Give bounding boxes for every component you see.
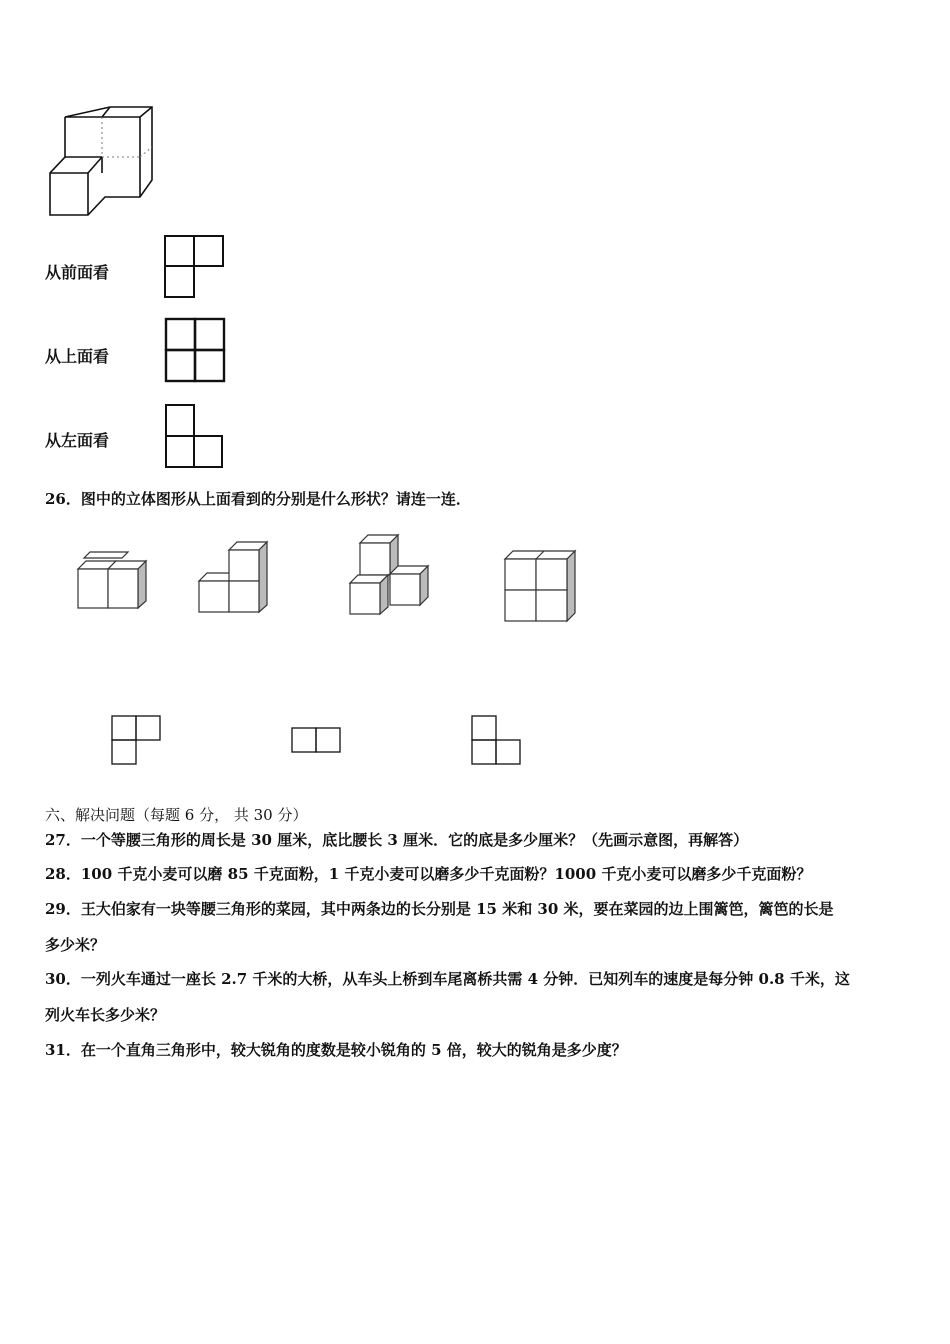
section-6-heading: 六、解决问题（每题 6 分， 共 30 分）: [45, 806, 308, 824]
question-26: 26．图中的立体图形从上面看到的分别是什么形状？请连一连．: [45, 490, 471, 508]
left-view-shape: [164, 403, 226, 471]
view-label-front: 从前面看: [45, 263, 110, 282]
cube-figure-d: [503, 547, 583, 625]
question-30-line-1: 30．一列火车通过一座长 2.7 千米的大桥，从车头上桥到车尾离桥共需 4 分钟．已知列车的速度是每分钟 0.8 千米，这: [45, 970, 850, 988]
top-view-option-1: [111, 715, 165, 767]
cube-figure-c: [348, 533, 438, 618]
question-29-line-2: 多少米？: [45, 936, 106, 954]
front-view-shape: [163, 234, 225, 300]
solid-figure-sketch: [40, 95, 165, 225]
question-29-line-1: 29．王大伯家有一块等腰三角形的菜园，其中两条边的长分别是 15 米和 30 米，要在菜园的边上围篱笆，篱笆的长是: [45, 900, 834, 918]
top-view-option-2: [291, 727, 345, 755]
question-28: 28．100 千克小麦可以磨 85 千克面粉，1 千克小麦可以磨多少千克面粉？1000 千克小麦可以磨多少千克面粉？: [45, 865, 812, 883]
view-label-left: 从左面看: [45, 431, 110, 450]
view-label-top: 从上面看: [45, 347, 110, 366]
cube-figure-b: [197, 540, 277, 615]
top-view-option-3: [471, 715, 525, 767]
question-30-line-2: 列火车长多少米？: [45, 1006, 166, 1024]
cube-figure-a: [76, 557, 151, 612]
question-27: 27．一个等腰三角形的周长是 30 厘米，底比腰长 3 厘米．它的底是多少厘米？（先画示意图，再解答）: [45, 831, 749, 849]
top-view-shape: [164, 317, 228, 385]
question-31: 31．在一个直角三角形中，较大锐角的度数是较小锐角的 5 倍，较大的锐角是多少度？: [45, 1041, 627, 1059]
